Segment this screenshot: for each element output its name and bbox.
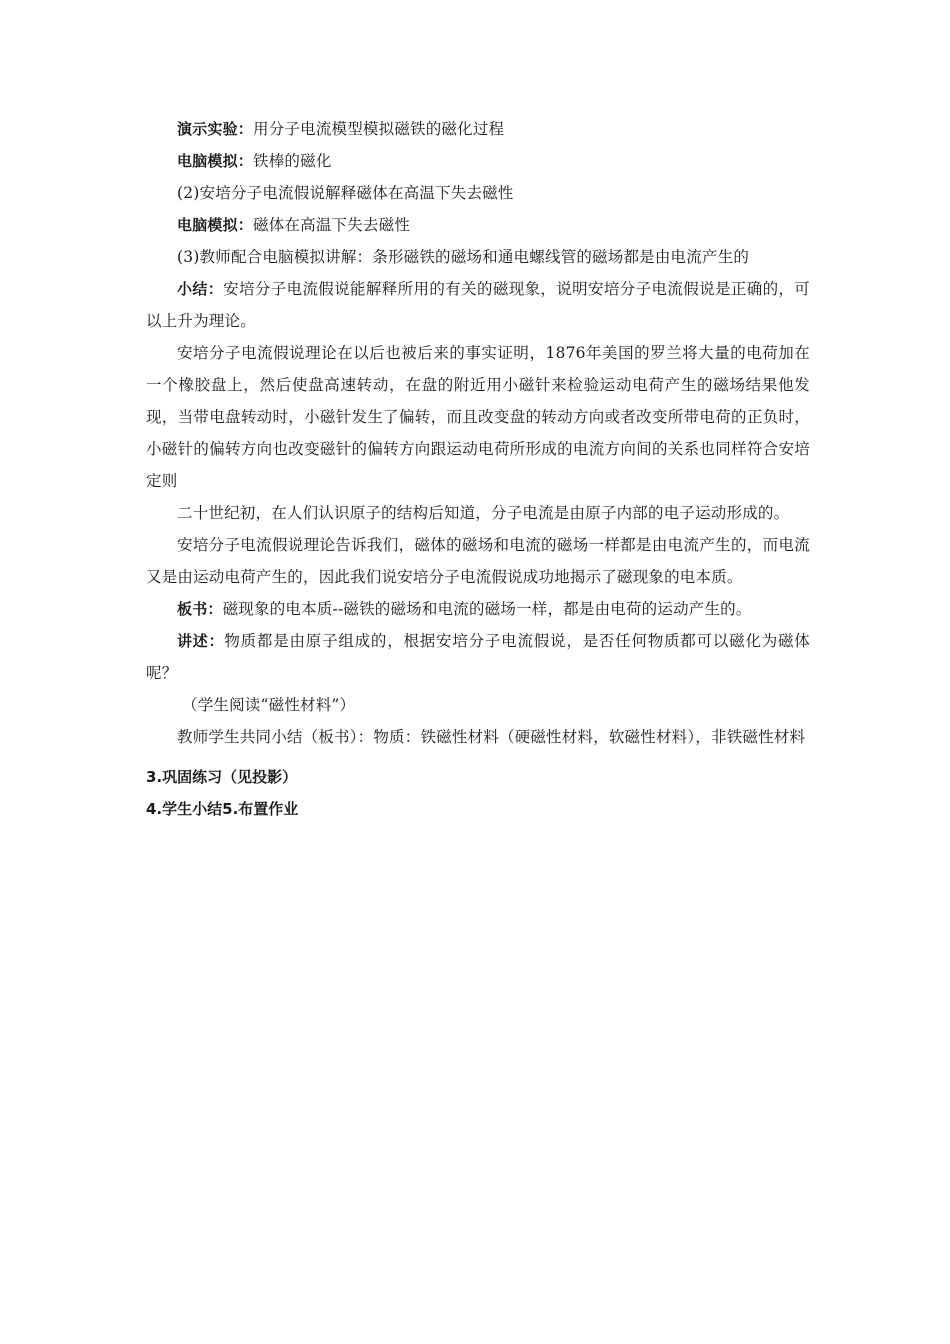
label-computer-sim-1: 电脑模拟： [177, 152, 254, 170]
paragraph-20th-century: 二十世纪初，在人们认识原子的结构后知道，分子电流是由原子内部的电子运动形成的。 [177, 504, 790, 522]
heading-practice: 3.巩固练习（见投影） [146, 768, 298, 786]
heading-summary-homework: 4.学生小结5.布置作业 [146, 800, 299, 818]
paragraph-computer-sim-2 [146, 209, 810, 241]
label-computer-sim-2: 电脑模拟： [177, 216, 254, 234]
paragraph-narration [146, 625, 810, 689]
label-blackboard: 板书： [177, 600, 223, 618]
label-summary: 小结： [177, 280, 224, 298]
text-narration: 物质都是由原子组成的，根据安培分子电流假说，是否任何物质都可以磁化为磁体呢？ [146, 632, 810, 682]
document-body [146, 113, 810, 825]
paragraph-blackboard [146, 593, 810, 625]
paragraph-point-2: (2)安培分子电流假说解释磁体在高温下失去磁性 [177, 184, 514, 202]
text-summary: 安培分子电流假说能解释所用的有关的磁现象，说明安培分子电流假说是正确的，可以上升为理论。 [146, 280, 810, 330]
paragraph-ampere-theory: 安培分子电流假说理论告诉我们，磁体的磁场和电流的磁场一样都是由电流产生的，而电流又是由运动电荷产生的，因此我们说安培分子电流假说成功地揭示了磁现象的电本质。 [146, 536, 810, 586]
paragraph-demo-experiment [146, 113, 810, 145]
text-demo-experiment: 用分子电流模型模拟磁铁的磁化过程 [253, 120, 505, 138]
text-computer-sim-1: 铁棒的磁化 [253, 152, 332, 170]
paragraph-rowland-experiment: 安培分子电流假说理论在以后也被后来的事实证明，1876年美国的罗兰将大量的电荷加在一个橡胶盘上，然后使盘高速转动，在盘的附近用小磁针来检验运动电荷产生的磁场结果他发现，当带电盘转动时，小磁针发生了偏转，而且改变盘的转动方向或者改变所带电荷的正负时，小磁针的偏转方向也改变磁针的偏转方向跟运动电荷所形成的电流方向间的关系也同样符合安培定则 [146, 344, 810, 490]
paragraph-student-reading: （学生阅读“磁性材料”） [182, 696, 356, 714]
text-computer-sim-2: 磁体在高温下失去磁性 [253, 216, 411, 234]
spacer [146, 753, 810, 761]
paragraph-joint-summary: 教师学生共同小结（板书）：物质：铁磁性材料（硬磁性材料，软磁性材料），非铁磁性材料 [177, 728, 806, 746]
paragraph-computer-sim-1 [146, 145, 810, 177]
label-demo-experiment: 演示实验： [177, 120, 254, 138]
text-blackboard: 磁现象的电本质--磁铁的磁场和电流的磁场一样，都是由电荷的运动产生的。 [222, 600, 752, 618]
paragraph-summary [146, 273, 810, 337]
paragraph-point-3: (3)教师配合电脑模拟讲解：条形磁铁的磁场和通电螺线管的磁场都是由电流产生的 [177, 248, 750, 266]
label-narration: 讲述： [177, 632, 225, 650]
